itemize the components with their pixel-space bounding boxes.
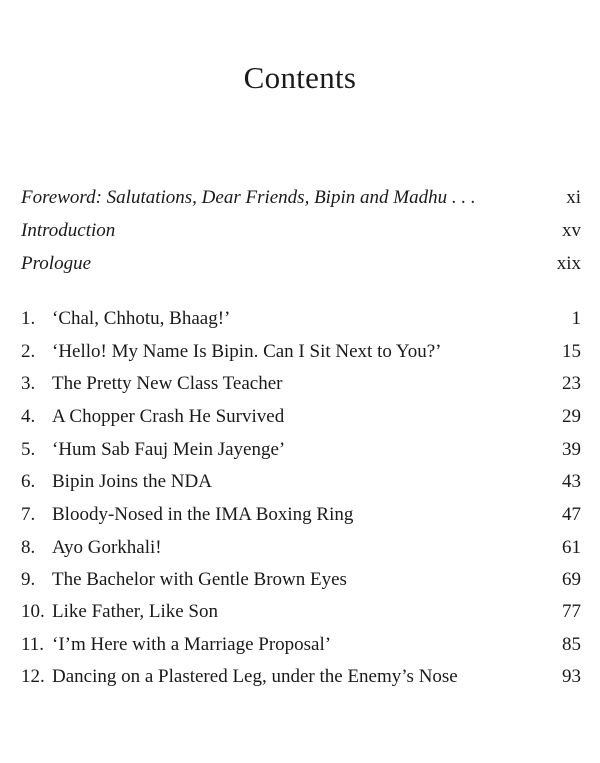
chapter-title: Bloody-Nosed in the IMA Boxing Ring: [52, 504, 354, 525]
toc-entry-page: 77: [562, 601, 581, 622]
chapter-number: 6.: [21, 471, 36, 492]
chapter-number: 9.: [21, 569, 36, 590]
chapter-title: Ayo Gorkhali!: [52, 537, 162, 558]
chapter-title: The Pretty New Class Teacher: [52, 373, 283, 394]
chapter-title: A Chopper Crash He Survived: [52, 406, 285, 427]
chapter-number: 10.: [21, 601, 45, 622]
toc-entry-title: Prologue: [21, 253, 92, 274]
toc-entry-page: xi: [566, 187, 581, 208]
toc-entry-page: 1: [571, 308, 581, 329]
toc-entry-page: 23: [562, 373, 581, 394]
toc-entry-title: Foreword: Salutations, Dear Friends, Bipin and Madhu . . .: [21, 187, 476, 208]
chapter-title: Dancing on a Plastered Leg, under the Enemy’s Nose: [52, 666, 458, 687]
toc-entry-page: 15: [562, 341, 581, 362]
toc-entry-chapter-2[interactable]: [21, 337, 581, 367]
toc-entry-introduction[interactable]: [21, 216, 581, 246]
chapter-title: ‘I’m Here with a Marriage Proposal’: [52, 634, 332, 655]
toc-entry-page: 39: [562, 439, 581, 460]
page-title: Contents: [243, 60, 357, 95]
toc-entry-chapter-11[interactable]: [21, 630, 581, 660]
toc-entry-page: xix: [556, 253, 581, 274]
toc-entry-chapter-8[interactable]: [21, 533, 581, 563]
chapter-number: 1.: [21, 308, 36, 329]
toc-entry-title: Introduction: [21, 220, 116, 241]
chapter-title: ‘Chal, Chhotu, Bhaag!’: [52, 308, 231, 329]
toc-entry-chapter-1[interactable]: [21, 304, 581, 334]
toc-entry-page: 85: [562, 634, 581, 655]
chapter-number: 12.: [21, 666, 45, 687]
toc-entry-chapter-7[interactable]: [21, 500, 581, 530]
toc-entry-chapter-9[interactable]: [21, 565, 581, 595]
toc-entry-page: 47: [562, 504, 581, 525]
toc-entry-chapter-6[interactable]: [21, 467, 581, 497]
toc-entry-page: 93: [562, 666, 581, 687]
chapter-number: 5.: [21, 439, 36, 460]
chapter-number: 7.: [21, 504, 36, 525]
toc-entry-chapter-12[interactable]: [21, 662, 581, 692]
chapter-number: 11.: [21, 634, 45, 655]
chapter-title: The Bachelor with Gentle Brown Eyes: [52, 569, 347, 590]
chapter-title: Bipin Joins the NDA: [52, 471, 212, 492]
toc-entry-chapter-3[interactable]: [21, 369, 581, 399]
toc-entry-page: 69: [562, 569, 581, 590]
chapter-number: 8.: [21, 537, 36, 558]
toc-entry-chapter-4[interactable]: [21, 402, 581, 432]
toc-entry-chapter-5[interactable]: [21, 435, 581, 465]
chapter-title: ‘Hum Sab Fauj Mein Jayenge’: [52, 439, 286, 460]
toc-entry-chapter-10[interactable]: [21, 597, 581, 627]
chapter-title: ‘Hello! My Name Is Bipin. Can I Sit Next to You?’: [52, 341, 442, 362]
toc-entry-page: 29: [562, 406, 581, 427]
chapter-title: Like Father, Like Son: [52, 601, 218, 622]
toc-entry-foreword[interactable]: [21, 183, 581, 213]
chapter-number: 2.: [21, 341, 36, 362]
toc-entry-page: 43: [562, 471, 581, 492]
chapter-number: 3.: [21, 373, 36, 394]
toc-entry-page: xv: [562, 220, 581, 241]
toc-entry-prologue[interactable]: [21, 249, 581, 279]
chapter-number: 4.: [21, 406, 36, 427]
toc-entry-page: 61: [562, 537, 581, 558]
